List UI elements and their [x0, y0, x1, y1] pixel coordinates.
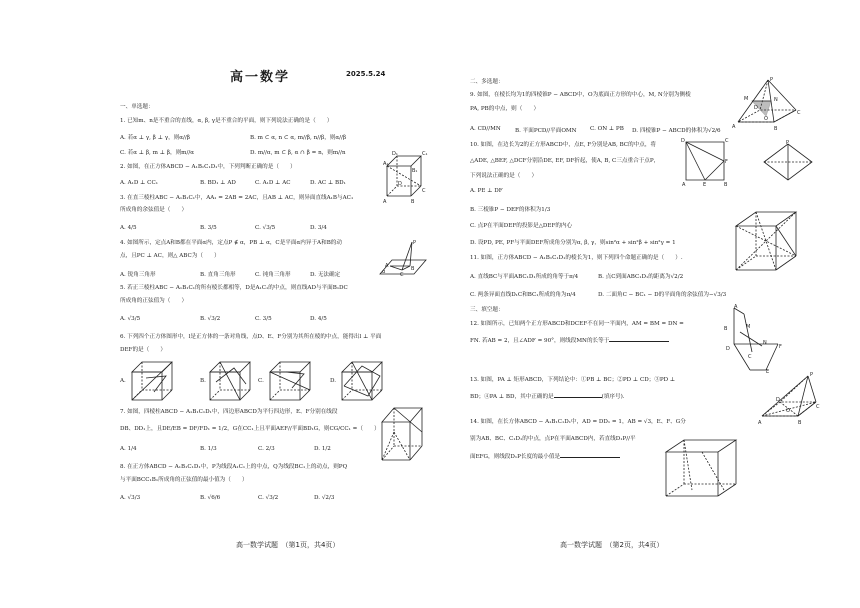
- q13-figure: [758, 372, 820, 428]
- question-12-line2: [470, 336, 669, 345]
- question-5-line2: 所成角的正弦值为（ ）: [120, 298, 188, 304]
- q1-option-c: C. 若α ⊥ β, m ⊥ β，则m//α: [120, 150, 195, 156]
- question-14-line1: 14. 如图，在长方体ABCD − A₁B₁C₁D₁中，AD = DD₁ = 1，AB = √3，E、F、G分: [470, 419, 686, 425]
- fig-label: O: [786, 408, 790, 414]
- q6-option-b: B.: [200, 378, 206, 384]
- q4-option-a: A. 锐角三角形: [120, 272, 156, 278]
- fig-label: B: [774, 126, 778, 132]
- q2-option-d: D. AC ⊥ BD₁: [310, 180, 346, 186]
- q3-option-a: A. 4/5: [120, 225, 137, 231]
- q14-box-figure: [662, 436, 744, 502]
- question-4-line1: 4. 如图所示，定点A和B都在平面α内，定点P ∉ α，PB ⊥ α，C是平面α内异于A和B的动: [120, 240, 342, 246]
- q8-option-d: D. √2/3: [314, 495, 335, 501]
- question-8-line2: 与平面BCC₁B₁所成角的正弦值的最小值为（ ）: [120, 477, 248, 483]
- q10-square-figure: [680, 136, 730, 186]
- q4-plane-figure: [378, 238, 428, 278]
- fig-label: D₁: [392, 151, 398, 157]
- q9-option-b: B. 平面PCD//平面OMN: [515, 128, 577, 134]
- fig-label: A: [383, 199, 387, 205]
- fig-label: D: [681, 138, 685, 144]
- q9-option-c: C. ON ⊥ PB: [590, 126, 624, 132]
- q12-figure: [722, 302, 788, 374]
- question-5-line1: 5. 若正三棱柱ABC − A₁B₁C₁的所有棱长都相等，D是A₁C₁的中点，则直线AD与平面B₁DC: [120, 285, 348, 291]
- fig-label: P: [786, 140, 790, 146]
- q9-pyramid-figure: [730, 76, 802, 132]
- q11-option-d: D. 二面角C − BC₁ − D的平面角的余弦值为−√3/3: [598, 292, 727, 298]
- q12-text: FN. 若AB = 2，且∠ADF = 90°，则线段MN的长等于: [470, 338, 610, 344]
- q6-cube-c: [266, 358, 314, 402]
- fig-label: C: [748, 354, 752, 360]
- q11-cube-figure: [730, 206, 802, 276]
- q6-cube-d: [338, 358, 386, 402]
- question-9-line1: 9. 如图，在棱长均为1的四棱锥P − ABCD中，O为底面正方形的中心，M, N分别为侧棱: [470, 92, 691, 98]
- fig-label: E: [766, 369, 770, 374]
- fig-label: D: [726, 346, 730, 352]
- fig-label: B: [724, 182, 728, 186]
- q6-option-d: D.: [330, 378, 337, 384]
- q12-answer-blank[interactable]: [609, 336, 669, 342]
- q6-cube-a: [128, 358, 176, 402]
- question-10-line1: 10. 如图，在边长为2的正方形ABCD中，点E, F分别是AB, BC的中点，将: [470, 142, 657, 148]
- q9-option-d: D. 四棱锥P − ABCD的体积为√2/6: [632, 128, 721, 134]
- fig-label: A: [732, 124, 736, 130]
- section-fill-blank: 三、填空题：: [470, 307, 504, 313]
- fig-label: O: [764, 116, 768, 122]
- question-11: 11. 如图，正方体ABCD − A₁B₁C₁D₁的棱长为1，则下列四个命题正确的是（ ）.: [470, 255, 683, 261]
- q6-cube-b: [206, 358, 254, 402]
- fig-label: C: [400, 272, 404, 278]
- q3-option-d: D. 3/4: [310, 225, 327, 231]
- q14-text: 面EFG，则线段D₁P长度的最小值是: [470, 454, 561, 460]
- fig-label: B: [724, 326, 728, 332]
- q7-option-b: B. 1/3: [200, 446, 217, 452]
- fig-label: F: [779, 344, 782, 350]
- q8-option-b: B. √6/6: [200, 495, 221, 501]
- exam-date: 2025.5.24: [346, 70, 386, 78]
- q10-option-d: D. 设PD, PE, PF与平面DEF所成角分别为α, β, γ，则sin²α + sin²β + sin²γ = 1: [470, 240, 676, 246]
- fig-label: C: [725, 138, 729, 144]
- question-8-line1: 8. 在正方体ABCD − A₁B₁C₁D₁中，P为线段A₁C₁上的中点，Q为线段BC₁上的动点，则PQ: [120, 464, 348, 470]
- q3-option-c: C. √3/5: [255, 225, 276, 231]
- question-2: 2. 如图，在正方体ABCD − A₁B₁C₁D₁中，下列判断正确的是（ ）: [120, 164, 296, 170]
- question-7-line1: 7. 如图，四棱柱ABCD − A₁B₁C₁D₁中，四边形ABCD为平行四边形，E、F分别在线段: [120, 409, 338, 415]
- question-9-line2: PA, PB的中点，则（ ）: [470, 106, 540, 112]
- q8-option-a: A. √3/3: [120, 495, 141, 501]
- q7-prism-figure: [378, 402, 430, 470]
- q2-option-b: B. BD₁ ⊥ AD: [200, 180, 236, 186]
- fig-label: A: [682, 182, 686, 186]
- section-multi-choice: 二、多选题：: [470, 79, 504, 85]
- q14-answer-blank[interactable]: [560, 452, 620, 458]
- fig-label: M: [746, 324, 751, 330]
- q7-option-c: C. 2/3: [258, 446, 275, 452]
- question-3-line1: 3. 在直三棱柱ABC − A₁B₁C₁中，AA₁ = 2AB = 2AC，且AB ⊥ AC，则异面直线A₁B与AC₁: [120, 195, 354, 201]
- fig-label: B: [411, 199, 415, 205]
- question-14-line2: 别为AB、BC、C₁D₁的中点，点P在平面ABCD内，若直线D₁P//平: [470, 436, 636, 442]
- fig-label: C: [797, 110, 801, 116]
- question-10-line3: 下列说法正确的是（ ）: [470, 173, 538, 179]
- fig-label: A: [734, 304, 738, 310]
- question-14-line3: [470, 452, 620, 461]
- q2-option-a: A. A₁D ⊥ CC₁: [120, 180, 158, 186]
- fig-label: F: [725, 159, 728, 165]
- page-footer-2: 高一数学试题 （第2页，共4页）: [560, 541, 664, 549]
- question-12-line1: 12. 如图所示，已知两个正方形ABCD和DCEF不在同一平面内，AM = BM = DN =: [470, 321, 684, 327]
- q5-option-c: C. 3/5: [255, 316, 272, 322]
- fig-label: A₁: [383, 161, 389, 167]
- q10-option-b: B. 三棱锥P − DEF的体积为1/3: [470, 207, 551, 213]
- fig-label: D: [398, 181, 402, 187]
- q3-option-b: B. 3/5: [200, 225, 217, 231]
- q13-suffix: (填序号).: [601, 394, 625, 400]
- q7-option-d: D. 1/2: [314, 446, 331, 452]
- fig-label: A: [385, 263, 389, 269]
- q10-option-a: A. PE ⊥ DF: [470, 188, 503, 194]
- question-7-line2: DB、DD₁上，且DE/EB = DF/FD₁ = 1/2，G在CC₁上且平面AEF//平面BD₁G，则CG/CC₁ =（ ）: [120, 426, 380, 432]
- fig-label: M: [744, 96, 749, 102]
- fig-label: E: [703, 182, 707, 186]
- q10-tetra-figure: [760, 140, 816, 184]
- q1-option-d: D. m//α, m ⊂ β, α ∩ β = n，则m//n: [250, 150, 346, 156]
- q5-option-b: B. √3/2: [200, 316, 221, 322]
- fig-label: α: [382, 269, 386, 275]
- q11-option-b: B. 点C到面ABC₁D₁的距离为√2/2: [598, 274, 684, 280]
- q10-option-c: C. 点P在平面DEF的投影是△DEF的内心: [470, 223, 573, 229]
- q4-option-d: D. 无法确定: [310, 272, 341, 278]
- fig-label: B: [411, 266, 415, 272]
- fig-label: C₁: [422, 151, 428, 157]
- page-title: 高一数学: [230, 70, 291, 85]
- q5-option-d: D. 4/5: [310, 316, 327, 322]
- q9-option-a: A. CD//MN: [470, 126, 501, 132]
- q1-option-a: A. 若α ⊥ γ, β ⊥ γ，则α//β: [120, 135, 191, 141]
- q6-option-a: A.: [120, 378, 126, 384]
- q4-option-c: C. 钝角三角形: [255, 272, 291, 278]
- fig-label: D: [754, 105, 758, 111]
- fig-label: B: [798, 420, 802, 426]
- fig-label: D: [776, 397, 780, 403]
- section-single-choice: 一、单选题：: [120, 104, 154, 110]
- question-6-line2: DEF的是（ ）: [120, 347, 167, 353]
- fig-label: P: [810, 372, 814, 378]
- question-6-line1: 6. 下列四个正方体图形中，l是正方体的一条对角线，点D、E、F分别为其所在棱的中点，能得出l ⊥ 平面: [120, 334, 382, 340]
- question-1: 1. 已知m、n是不重合的直线，α, β, γ是不重合的平面，则下列说法正确的是（ ）: [120, 118, 333, 124]
- fig-label: C: [422, 188, 426, 194]
- q7-option-a: A. 1/4: [120, 446, 137, 452]
- fig-label: P: [770, 77, 774, 83]
- right-page: [430, 0, 860, 608]
- q13-answer-blank[interactable]: [554, 392, 602, 398]
- fig-label: P: [413, 240, 417, 246]
- q1-option-b: B. m ⊂ α, n ⊂ α, m//β, n//β，则α//β: [250, 135, 347, 141]
- q6-option-c: C.: [258, 378, 264, 384]
- question-4-line2: 点，且PC ⊥ AC，则△ ABC为（ ）: [120, 253, 220, 259]
- fig-label: N: [774, 97, 778, 103]
- question-3-line2: 所成角的余弦值是（ ）: [120, 207, 188, 213]
- q4-option-b: B. 直角三角形: [200, 272, 236, 278]
- q8-option-c: C. √3/2: [258, 495, 279, 501]
- q11-option-a: A. 直线BC与平面ABC₁D₁所成的角等于π/4: [470, 274, 579, 280]
- q2-option-c: C. A₁D ⊥ AC: [255, 180, 291, 186]
- question-13-line2: [470, 392, 625, 401]
- fig-label: B₁: [412, 168, 418, 174]
- question-10-line2: △ADE, △BEF, △DCF分别沿DE, EF, DF折起，使A, B, C三点重合于点P，: [470, 158, 660, 164]
- question-13-line1: 13. 如图，PA ⊥ 矩形ABCD，下列结论中：①PB ⊥ BC；②PD ⊥ CD；③PD ⊥: [470, 377, 676, 383]
- q13-text: BD；④PA ⊥ BD，其中正确的是: [470, 394, 554, 400]
- q2-cube-figure: [383, 150, 428, 205]
- fig-label: C: [816, 404, 820, 410]
- q5-option-a: A. √3/5: [120, 316, 141, 322]
- q11-option-c: C. 两条异面直线D₁C和BC₁所成的角为π/4: [470, 292, 576, 298]
- page-footer-1: 高一数学试题 （第1页，共4页）: [236, 541, 340, 549]
- fig-label: N: [763, 340, 767, 346]
- fig-label: A: [758, 420, 762, 426]
